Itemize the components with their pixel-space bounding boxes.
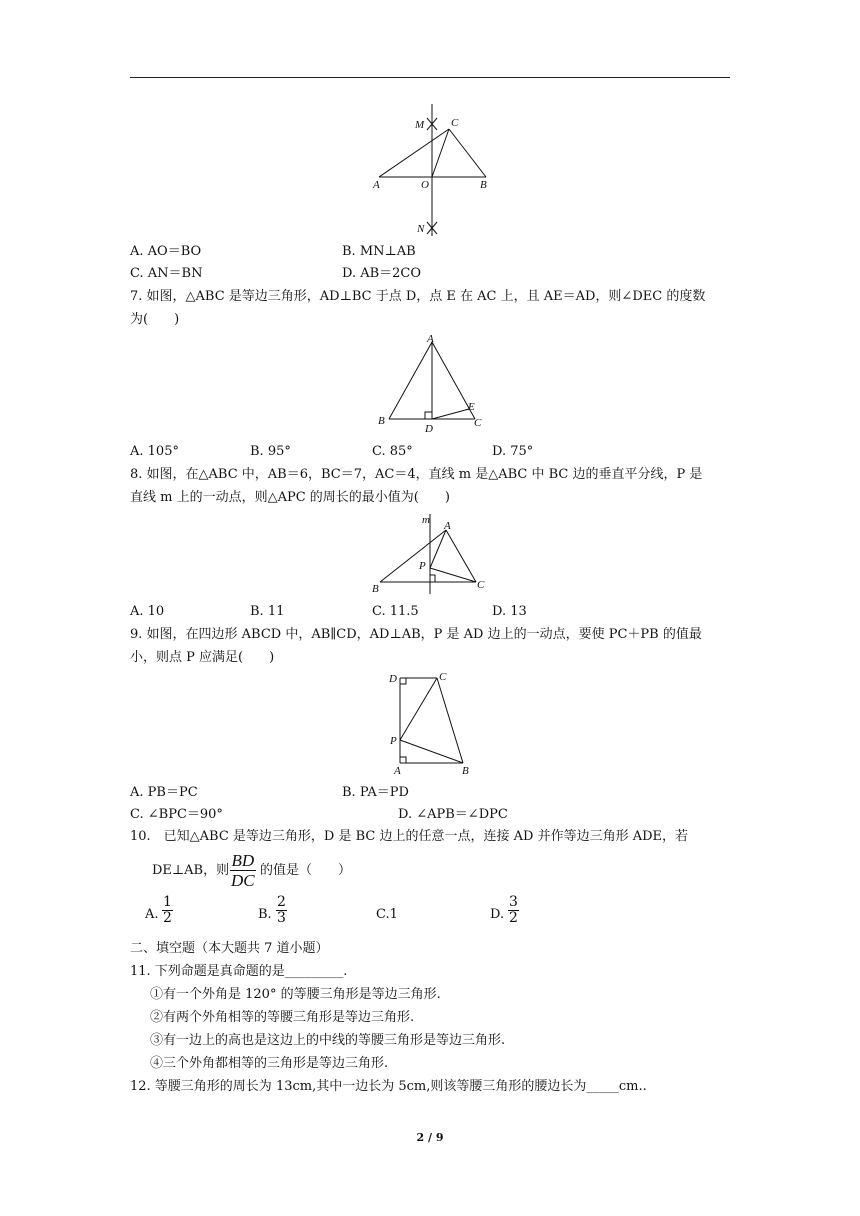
- q6-option-a: A. AO＝BO: [130, 244, 202, 259]
- q8-figure: [366, 508, 496, 598]
- q7-option-a: A. 105°: [130, 444, 179, 459]
- q9-option-c: C. ∠BPC＝90°: [130, 807, 223, 822]
- q9-label-c: C: [439, 671, 447, 683]
- q8-label-m: m: [422, 514, 430, 526]
- q10-option-a-den: 2: [163, 910, 172, 926]
- q6-option-d: D. AB＝2CO: [342, 266, 422, 281]
- q6-option-c: C. AN＝BN: [130, 266, 203, 281]
- q8-label-a: A: [444, 520, 451, 532]
- q10-option-b-frac: [276, 895, 287, 926]
- q11-item-3: ③有一边上的高也是这边上的中线的等腰三角形是等边三角形.: [150, 1033, 506, 1048]
- q9-stem-line2: 小，则点 P 应满足( ): [130, 650, 275, 665]
- q6-option-b: B. MN⊥AB: [342, 244, 416, 259]
- q10-option-d-num: 3: [509, 894, 518, 910]
- page-number: 2 / 9: [416, 1131, 444, 1144]
- q10-fraction-bd-dc: [230, 851, 256, 890]
- q11-item-1: ①有一个外角是 120° 的等腰三角形是等边三角形.: [150, 987, 441, 1002]
- q10-option-a-frac: [162, 895, 173, 926]
- q8-option-a: A. 10: [130, 604, 165, 619]
- q6-figure: [365, 100, 500, 240]
- q10-option-d-den: 2: [509, 910, 518, 926]
- q9-label-a: A: [394, 765, 401, 777]
- q6-label-b: B: [480, 179, 487, 191]
- q9-option-a: A. PB＝PC: [130, 785, 198, 800]
- q10-frac-numerator: BD: [231, 851, 255, 870]
- q7-option-b: B. 95°: [250, 444, 291, 459]
- q10-option-a-num: 1: [163, 894, 172, 910]
- q8-option-d: D. 13: [492, 604, 527, 619]
- q10-stem-line2-post: 的值是（ ）: [260, 863, 352, 878]
- q8-option-c: C. 11.5: [372, 604, 419, 619]
- q8-label-b: B: [372, 583, 379, 595]
- q7-label-a: A: [427, 333, 434, 345]
- q6-label-c: C: [451, 117, 459, 129]
- q8-label-p: P: [419, 560, 426, 572]
- q9-option-b: B. PA＝PD: [342, 785, 409, 800]
- q9-figure: [385, 668, 480, 780]
- q12-stem: 12. 等腰三角形的周长为 13cm,其中一边长为 5cm,则该等腰三角形的腰边长为_____cm..: [130, 1079, 647, 1094]
- q10-option-d-frac: [508, 895, 519, 926]
- q6-label-n: N: [417, 223, 425, 235]
- q11-item-2: ②有两个外角相等的等腰三角形是等边三角形.: [150, 1010, 415, 1025]
- q6-label-m: M: [415, 119, 425, 131]
- q10-option-a-label: A.: [145, 907, 159, 922]
- q11-item-4: ④三个外角都相等的三角形是等边三角形.: [150, 1056, 389, 1071]
- q9-label-b: B: [462, 765, 469, 777]
- q7-figure: [372, 332, 492, 437]
- q10-option-b-den: 3: [277, 910, 286, 926]
- q7-option-c: C. 85°: [372, 444, 413, 459]
- q9-stem-line1: 9. 如图，在四边形 ABCD 中，AB∥CD，AD⊥AB，P 是 AD 边上的一动点，要使 PC＋PB 的值最: [130, 627, 702, 642]
- q9-label-d: D: [389, 673, 397, 685]
- q8-option-b: B. 11: [250, 604, 285, 619]
- q8-stem-line2: 直线 m 上的一动点，则△APC 的周长的最小值为( ): [130, 490, 450, 505]
- q7-label-b: B: [378, 415, 385, 427]
- q7-option-d: D. 75°: [492, 444, 534, 459]
- q10-stem-line1: 10. 已知△ABC 是等边三角形，D 是 BC 边上的任意一点，连接 AD 并作等边三角形 ADE，若: [130, 829, 689, 844]
- section-heading-fill-in: 二、填空题（本大题共 7 道小题）: [130, 941, 329, 956]
- q10-option-d-label: D.: [490, 907, 505, 922]
- q10-frac-denominator: DC: [231, 871, 255, 890]
- q10-option-c: C.1: [376, 907, 398, 922]
- q10-stem-line2-pre: DE⊥AB，则: [152, 863, 230, 878]
- q8-stem-line1: 8. 如图，在△ABC 中，AB＝6，BC＝7，AC＝4，直线 m 是△ABC 中 BC 边的垂直平分线，P 是: [130, 467, 703, 482]
- q11-stem: 11. 下列命题是真命题的是_________.: [130, 964, 348, 979]
- q7-label-e: E: [468, 401, 475, 413]
- q7-stem-line1: 7. 如图，△ABC 是等边三角形，AD⊥BC 于点 D，点 E 在 AC 上，且 AE＝AD，则∠DEC 的度数: [130, 289, 706, 304]
- q9-label-p: P: [390, 735, 397, 747]
- q6-label-o: O: [421, 179, 429, 191]
- q7-stem-line2: 为( ): [130, 312, 180, 327]
- q10-option-b-label: B.: [258, 907, 272, 922]
- q10-option-b-num: 2: [277, 894, 286, 910]
- q7-label-c: C: [474, 417, 482, 429]
- q9-option-d: D. ∠APB＝∠DPC: [398, 807, 508, 822]
- header-rule: [130, 77, 730, 78]
- q7-label-d: D: [425, 423, 433, 435]
- q6-label-a: A: [373, 179, 380, 191]
- q8-label-c: C: [477, 579, 485, 591]
